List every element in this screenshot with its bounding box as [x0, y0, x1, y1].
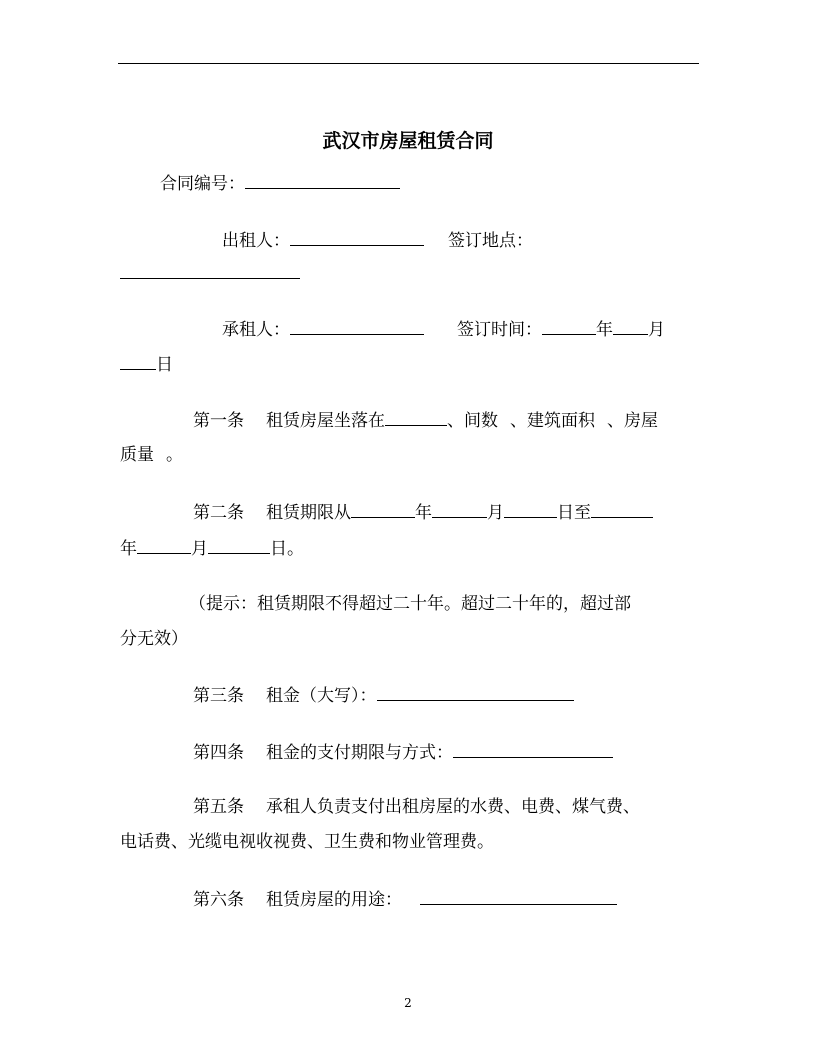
- article-2-start-year-label: 年: [415, 503, 432, 523]
- article-1-line-1: [193, 408, 658, 432]
- article-4-blank: [453, 740, 613, 758]
- article-2-start-year-blank: [351, 500, 415, 518]
- article-2-start-month-blank: [432, 500, 487, 518]
- article-2-line-1: [193, 500, 653, 524]
- lessor-line: [222, 228, 533, 252]
- document-title: 武汉市房屋租赁合同: [322, 130, 494, 152]
- article-2-to-label: 日至: [557, 503, 591, 523]
- article-1-period: 。: [166, 445, 183, 465]
- article-3-blank: [377, 683, 574, 701]
- article-2-end-month-blank: [137, 536, 191, 554]
- article-1-location-label: 租赁房屋坐落在: [266, 411, 385, 431]
- page-number: 2: [404, 996, 412, 1010]
- article-6-label: 租赁房屋的用途：: [266, 890, 402, 910]
- article-2-end-year-label: 年: [120, 539, 137, 559]
- article-2-end-month-label: 月: [191, 539, 208, 559]
- article-1-heading: 第一条: [193, 411, 244, 431]
- sign-place-blank: [120, 261, 300, 279]
- lessee-blank: [290, 317, 424, 335]
- article-5-text-1: 承租人负责支付出租房屋的水费、电费、煤气费、: [266, 797, 640, 817]
- article-4-label: 租金的支付期限与方式：: [266, 743, 453, 763]
- article-1-house-label: 、房屋: [607, 411, 658, 431]
- hint-line-2: 分无效）: [120, 629, 188, 649]
- article-2-end-year-blank: [591, 500, 653, 518]
- article-5-heading: 第五条: [193, 797, 244, 817]
- sign-place-label: 签订地点：: [448, 231, 533, 251]
- sign-year-blank: [542, 317, 596, 335]
- sign-month-label: 月: [648, 320, 665, 340]
- article-2-line-2: [120, 536, 304, 560]
- article-5-line-2: 电话费、光缆电视收视费、卫生费和物业管理费。: [120, 832, 494, 852]
- article-2-end-day-blank: [208, 536, 270, 554]
- hint-line-1: （提示：租赁期限不得超过二十年。超过二十年的，超过部: [189, 594, 631, 614]
- sign-day-line: [120, 352, 173, 376]
- article-6-blank: [420, 887, 617, 905]
- sign-month-blank: [613, 317, 648, 335]
- article-2-from-label: 租赁期限从: [266, 503, 351, 523]
- lessee-label: 承租人：: [222, 320, 290, 340]
- article-3-label: 租金（大写）：: [266, 686, 377, 706]
- article-3-line: [193, 683, 574, 707]
- article-2-start-day-blank: [504, 500, 557, 518]
- sign-place-line: [120, 261, 300, 285]
- article-3-heading: 第三条: [193, 686, 244, 706]
- contract-number-blank: [245, 171, 400, 189]
- lessor-label: 出租人：: [222, 231, 290, 251]
- article-1-quality-label: 质量: [120, 445, 154, 465]
- lessee-line: [222, 317, 665, 341]
- article-1-line-2: [120, 443, 183, 467]
- contract-number-line: [160, 171, 400, 195]
- article-5-line-1: [193, 795, 640, 819]
- article-6-line: [193, 887, 617, 911]
- sign-time-label: 签订时间：: [457, 320, 542, 340]
- article-4-line: [193, 740, 613, 764]
- sign-year-label: 年: [596, 320, 613, 340]
- article-2-heading: 第二条: [193, 503, 244, 523]
- sign-day-blank: [120, 352, 156, 370]
- article-1-area-label: 、建筑面积: [510, 411, 595, 431]
- article-1-location-blank: [385, 408, 447, 426]
- article-2-start-month-label: 月: [487, 503, 504, 523]
- article-2-end-day-label: 日。: [270, 539, 304, 559]
- sign-day-label: 日: [156, 355, 173, 375]
- lessor-blank: [290, 228, 424, 246]
- contract-number-label: 合同编号：: [160, 174, 245, 194]
- article-4-heading: 第四条: [193, 743, 244, 763]
- article-6-heading: 第六条: [193, 890, 244, 910]
- article-1-rooms-label: 、间数: [447, 411, 498, 431]
- header-rule: [118, 63, 699, 64]
